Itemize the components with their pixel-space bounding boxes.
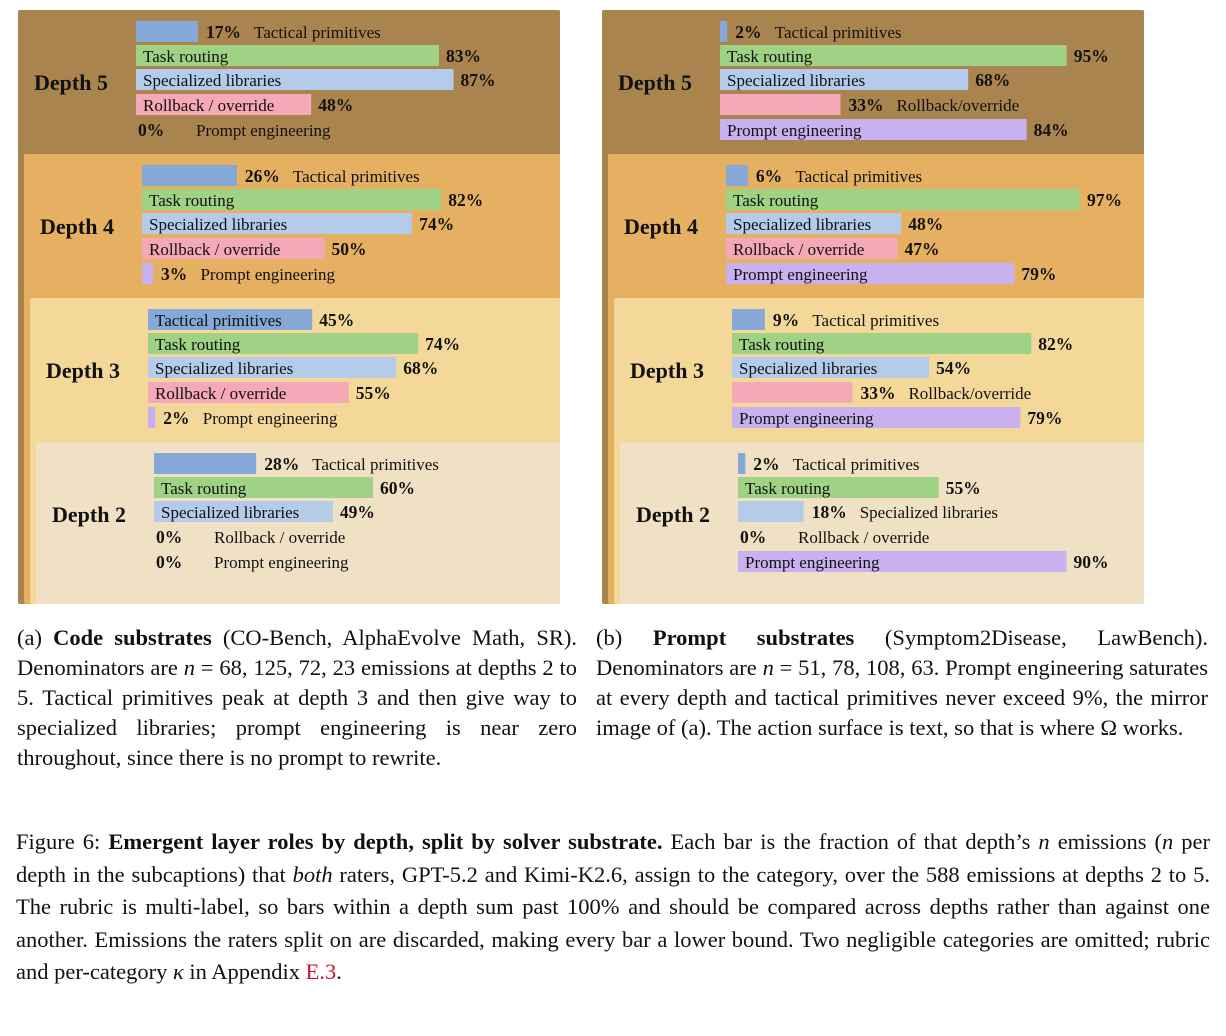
category-label: Rollback / override <box>143 96 275 115</box>
category-label: Rollback / override <box>214 528 346 547</box>
value-label: 79% <box>1027 408 1063 428</box>
panel-a-code-substrates <box>18 10 618 610</box>
bar-rollback-override <box>720 94 840 115</box>
value-label: 74% <box>419 214 455 234</box>
category-label: Task routing <box>739 335 825 354</box>
category-label: Tactical primitives <box>795 167 923 186</box>
value-label: 48% <box>318 95 354 115</box>
value-label: 0% <box>156 552 183 572</box>
depth-label: Depth 2 <box>636 502 710 527</box>
category-label: Task routing <box>727 47 813 66</box>
value-label: 55% <box>355 383 391 403</box>
category-label: Rollback / override <box>733 240 865 259</box>
chart-b <box>602 10 1202 610</box>
category-label: Tactical primitives <box>155 311 282 330</box>
value-label: 3% <box>160 264 188 284</box>
value-label: 60% <box>380 478 415 498</box>
category-label: Rollback / override <box>798 528 930 547</box>
value-label: 6% <box>755 166 783 186</box>
figure-caption: Figure 6: Emergent layer roles by depth, split by solver substrate. Each bar is the fraction of that depth’s n emissions (n per depth in the subcaptions) that both raters, GPT-5.2 and Kimi-K2.6, assign to the category, over the 588 emissions at depths 2 to 5. The rubric is multi-label, so bars within a depth sum past 100% and should be compared across depths rather than against one another. Emissions the raters split on are discarded, making every bar a lower bound. Two negligible categories are omitted; rubric and per-category κ in Appendix E.3. <box>16 829 1210 984</box>
category-label: Specialized libraries <box>155 359 294 378</box>
category-label: Rollback/override <box>896 96 1020 115</box>
depth-label: Depth 3 <box>46 358 120 383</box>
value-label: 90% <box>1073 552 1109 572</box>
subcaption-tag: (a) <box>17 625 54 650</box>
bar-tactical-primitives <box>154 453 256 474</box>
category-label: Specialized libraries <box>739 359 878 378</box>
category-label: Task routing <box>155 335 241 354</box>
category-label: Tactical primitives <box>254 23 381 42</box>
category-label: Tactical primitives <box>792 455 920 474</box>
subcaption-title: Code substrates <box>53 625 212 650</box>
appendix-link[interactable]: E.3 <box>305 959 337 984</box>
value-label: 0% <box>156 527 183 547</box>
value-label: 55% <box>945 478 981 498</box>
category-label: Prompt engineering <box>214 553 349 572</box>
figure-number: Figure 6: <box>16 829 109 854</box>
value-label: 47% <box>904 239 940 259</box>
category-label: Specialized libraries <box>727 71 866 90</box>
value-label: 49% <box>339 502 375 522</box>
panel-b-prompt-substrates <box>602 10 1202 610</box>
value-label: 18% <box>811 502 847 522</box>
category-label: Tactical primitives <box>812 311 940 330</box>
category-label: Specialized libraries <box>733 215 872 234</box>
category-label: Specialized libraries <box>149 215 288 234</box>
depth-label: Depth 2 <box>52 502 126 527</box>
value-label: 17% <box>206 22 242 42</box>
value-label: 79% <box>1021 264 1057 284</box>
category-label: Prompt engineering <box>196 121 331 140</box>
value-label: 33% <box>860 383 896 403</box>
value-label: 0% <box>740 527 767 547</box>
category-label: Prompt engineering <box>745 553 880 572</box>
category-label: Specialized libraries <box>143 71 282 90</box>
value-label: 50% <box>331 239 367 259</box>
value-label: 0% <box>138 120 165 140</box>
bar-prompt-engineering <box>142 263 153 284</box>
depth-label: Depth 3 <box>630 358 704 383</box>
category-label: Task routing <box>733 191 819 210</box>
subcaption-title: Prompt substrates <box>652 625 855 650</box>
chart-a <box>18 10 618 610</box>
bar-tactical-primitives <box>738 453 745 474</box>
value-label: 68% <box>975 70 1011 90</box>
category-label: Task routing <box>143 47 229 66</box>
bar-prompt-engineering <box>148 407 155 428</box>
category-label: Prompt engineering <box>202 409 338 428</box>
value-label: 2% <box>163 408 190 428</box>
value-label: 45% <box>319 310 355 330</box>
value-label: 9% <box>772 310 800 330</box>
category-label: Prompt engineering <box>727 121 862 140</box>
value-label: 97% <box>1087 190 1123 210</box>
category-label: Prompt engineering <box>733 265 868 284</box>
value-label: 28% <box>264 454 300 474</box>
value-label: 48% <box>908 214 944 234</box>
category-label: Task routing <box>149 191 235 210</box>
value-label: 95% <box>1073 46 1109 66</box>
value-label: 82% <box>1038 334 1074 354</box>
figure-title: Emergent layer roles by depth, split by solver substrate. <box>108 829 663 854</box>
depth-label: Depth 5 <box>34 70 108 95</box>
value-label: 54% <box>936 358 972 378</box>
bar-tactical-primitives <box>136 21 198 42</box>
value-label: 84% <box>1033 120 1069 140</box>
subcaption-a: (a) Code substrates (CO-Bench, AlphaEvolve Math, SR). Denominators are n = 68, 125, 72, 23 emissions at depths 2 to 5. Tactical primitives peak at depth 3 and then give way to specialized libraries; prompt engineering is near zero throughout, since there is no prompt to rewrite. <box>17 625 577 770</box>
category-label: Rollback / override <box>149 240 281 259</box>
category-label: Tactical primitives <box>312 455 439 474</box>
subcaption-b: (b) Prompt substrates (Symptom2Disease, LawBench). Denominators are n = 51, 78, 108, 63. Prompt engineering saturates at every depth and tactical primitives never exceed 9%, the mirror image of (a). The action surface is text, so that is where Ω works. <box>596 625 1208 740</box>
bar-tactical-primitives <box>732 309 765 330</box>
value-label: 26% <box>244 166 280 186</box>
value-label: 87% <box>460 70 496 90</box>
bar-tactical-primitives <box>142 165 237 186</box>
depth-label: Depth 4 <box>40 214 114 239</box>
category-label: Task routing <box>745 479 831 498</box>
depth-label: Depth 4 <box>624 214 698 239</box>
value-label: 2% <box>753 454 780 474</box>
value-label: 83% <box>445 46 481 66</box>
value-label: 82% <box>448 190 484 210</box>
bar-tactical-primitives <box>720 21 727 42</box>
value-label: 68% <box>403 358 439 378</box>
category-label: Rollback / override <box>155 384 287 403</box>
value-label: 33% <box>848 95 884 115</box>
depth-label: Depth 5 <box>618 70 692 95</box>
value-label: 2% <box>735 22 762 42</box>
category-label: Task routing <box>161 479 247 498</box>
bar-rollback-override <box>732 382 852 403</box>
subcaption-tag: (b) <box>596 625 653 650</box>
category-label: Tactical primitives <box>292 167 420 186</box>
value-label: 74% <box>425 334 461 354</box>
bar-tactical-primitives <box>726 165 748 186</box>
category-label: Specialized libraries <box>161 503 300 522</box>
bar-specialized-libraries <box>738 501 804 522</box>
category-label: Prompt engineering <box>200 265 336 284</box>
category-label: Rollback/override <box>908 384 1032 403</box>
category-label: Prompt engineering <box>739 409 874 428</box>
category-label: Specialized libraries <box>859 503 999 522</box>
category-label: Tactical primitives <box>774 23 902 42</box>
